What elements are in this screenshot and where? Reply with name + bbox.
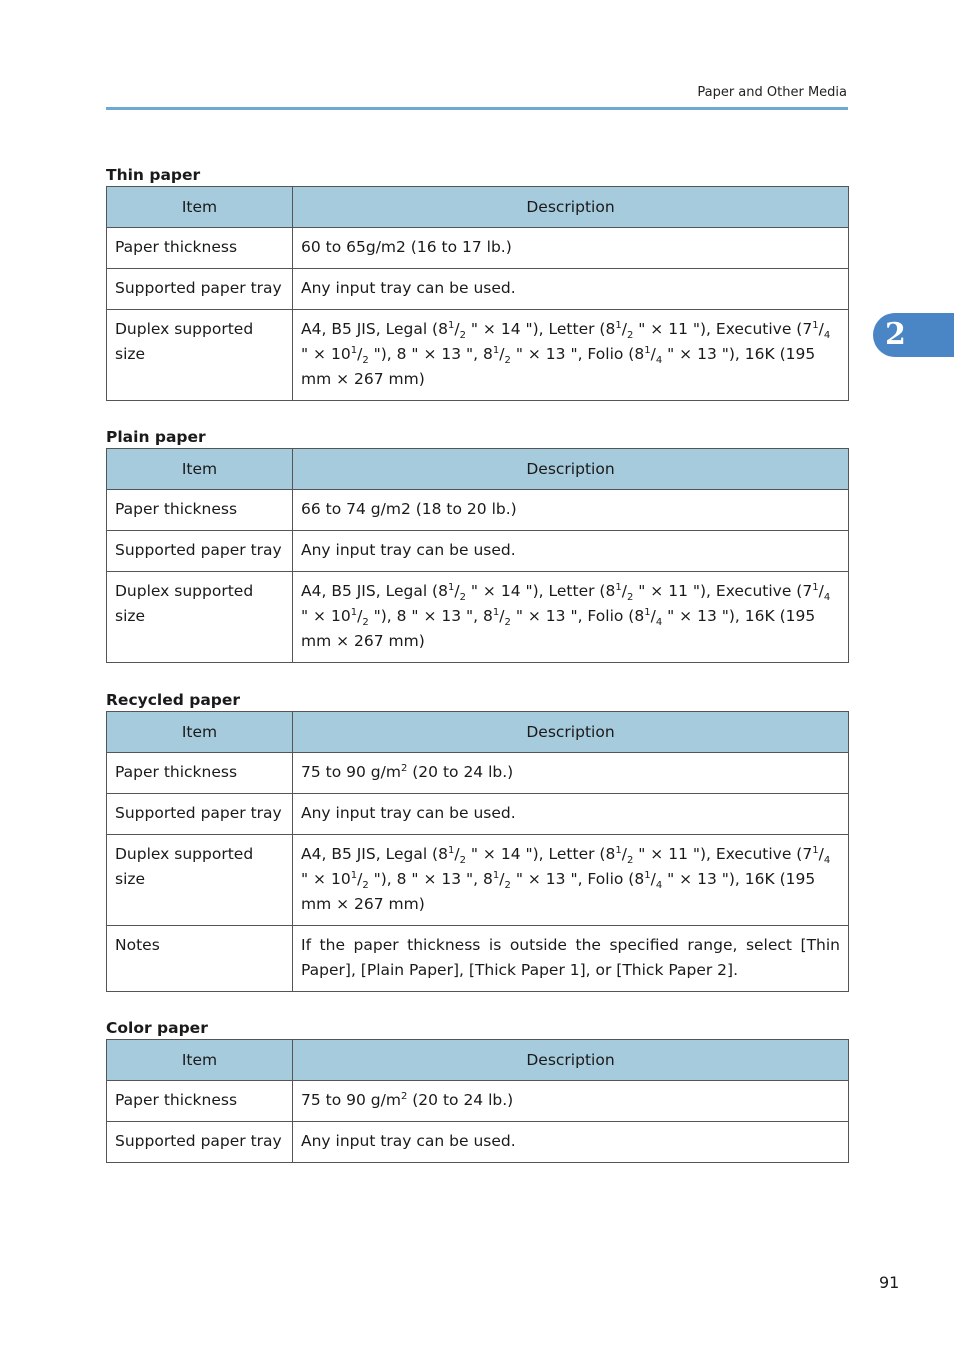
item-cell: Notes <box>107 926 293 992</box>
fraction-numerator: 1 <box>447 581 455 593</box>
table-row <box>107 753 849 794</box>
fraction-slash: / <box>357 345 363 363</box>
table-row <box>107 269 849 310</box>
duplex-sizes-text: A4, B5 JIS, Legal ($8^1/_2$ " × 14 "), Letter ($8^1/_2$ " × 11 "), Executive ($7^1/_4$ " × $10^1/_2$ "), 8 " × 13 ", $8^1/_2$ " × 13 ", Folio ($8^1/_4$ " × 13 "), 16K (195 mm × 267 mm) <box>301 581 831 650</box>
fraction-slash: / <box>818 845 824 863</box>
spec-table <box>106 711 849 992</box>
description-cell: Any input tray can be used. <box>293 269 849 310</box>
item-cell: Supported paper tray <box>107 1122 293 1163</box>
fraction-denominator: 2 <box>626 592 634 604</box>
fraction-denominator: 2 <box>362 617 369 629</box>
item-cell: Duplex supported size <box>107 310 293 401</box>
table-row <box>107 794 849 835</box>
fraction-slash: / <box>357 607 363 625</box>
fraction-numerator: 1 <box>492 344 500 356</box>
fraction-denominator: 2 <box>504 880 511 892</box>
table-row <box>107 490 849 531</box>
fraction-denominator: 2 <box>459 592 466 604</box>
table-row <box>107 1122 849 1163</box>
table-row <box>107 310 849 401</box>
fraction-slash: / <box>454 582 460 600</box>
fraction-slash: / <box>499 607 505 625</box>
column-header-description: Description <box>293 187 849 228</box>
fraction-denominator: 4 <box>823 855 831 867</box>
item-cell: Paper thickness <box>107 228 293 269</box>
fraction-denominator: 4 <box>655 355 663 367</box>
fraction-numerator: 1 <box>447 844 455 856</box>
section-recycled-paper <box>106 689 848 992</box>
fraction-denominator: 2 <box>504 355 511 367</box>
item-cell: Supported paper tray <box>107 794 293 835</box>
fraction-slash: / <box>499 345 505 363</box>
table-row <box>107 572 849 663</box>
item-cell: Paper thickness <box>107 753 293 794</box>
section-thin-paper <box>106 164 848 401</box>
section-title: Plain paper <box>106 428 206 446</box>
fraction-numerator: 1 <box>812 319 819 331</box>
column-header-item: Item <box>107 712 293 753</box>
fraction-numerator: 1 <box>350 344 358 356</box>
description-cell: If the paper thickness is outside the specified range, select [Thin Paper], [Plain Paper], [Thick Paper 1], or [Thick Paper 2]. <box>293 926 849 992</box>
fraction-denominator: 2 <box>459 330 466 342</box>
table-row <box>107 228 849 269</box>
table-row <box>107 1081 849 1122</box>
description-cell: Any input tray can be used. <box>293 794 849 835</box>
fraction-denominator: 4 <box>823 592 831 604</box>
fraction-numerator: 1 <box>447 319 455 331</box>
running-header: Paper and Other Media <box>697 85 847 100</box>
fraction-numerator: 1 <box>644 606 651 618</box>
column-header-item: Item <box>107 187 293 228</box>
thickness-text: 75 to 90 g/m <box>301 1091 401 1109</box>
description-cell <box>293 310 849 401</box>
fraction-numerator: 1 <box>615 319 622 331</box>
page-number: 91 <box>879 1273 900 1292</box>
fraction-denominator: 2 <box>459 855 466 867</box>
item-cell: Duplex supported size <box>107 572 293 663</box>
fraction-slash: / <box>454 320 460 338</box>
fraction-numerator: 1 <box>644 344 651 356</box>
section-plain-paper <box>106 426 848 663</box>
column-header-item: Item <box>107 1040 293 1081</box>
fraction-denominator: 2 <box>362 880 369 892</box>
description-cell <box>293 753 849 794</box>
superscript-exponent: 2 <box>400 1090 408 1102</box>
table-row <box>107 926 849 992</box>
table-header-row <box>107 449 849 490</box>
duplex-sizes-text: A4, B5 JIS, Legal ($8^1/_2$ " × 14 "), Letter ($8^1/_2$ " × 11 "), Executive ($7^1/_4$ " × $10^1/_2$ "), 8 " × 13 ", $8^1/_2$ " × 13 ", Folio ($8^1/_4$ " × 13 "), 16K (195 mm × 267 mm) <box>301 844 831 913</box>
description-cell: 60 to 65g/m2 (16 to 17 lb.) <box>293 228 849 269</box>
fraction-denominator: 2 <box>504 617 511 629</box>
item-cell: Supported paper tray <box>107 531 293 572</box>
thickness-text-suffix: (20 to 24 lb.) <box>407 1091 514 1109</box>
fraction-slash: / <box>454 845 460 863</box>
fraction-slash: / <box>818 582 824 600</box>
header-rule <box>106 107 848 110</box>
fraction-denominator: 4 <box>823 330 831 342</box>
section-title: Thin paper <box>106 166 201 184</box>
fraction-numerator: 1 <box>644 869 651 881</box>
fraction-slash: / <box>621 320 627 338</box>
chapter-tab <box>873 313 954 357</box>
fraction-numerator: 1 <box>812 844 819 856</box>
fraction-numerator: 1 <box>350 606 358 618</box>
duplex-sizes-text: A4, B5 JIS, Legal ($8^1/_2$ " × 14 "), Letter ($8^1/_2$ " × 11 "), Executive ($7^1/_4$ " × $10^1/_2$ "), 8 " × 13 ", $8^1/_2$ " × 13 ", Folio ($8^1/_4$ " × 13 "), 16K (195 mm × 267 mm) <box>301 319 831 388</box>
thickness-text: 75 to 90 g/m <box>301 763 401 781</box>
spec-table <box>106 186 849 401</box>
fraction-denominator: 2 <box>362 355 369 367</box>
fraction-denominator: 2 <box>626 855 634 867</box>
item-cell: Duplex supported size <box>107 835 293 926</box>
table-header-row <box>107 187 849 228</box>
fraction-numerator: 1 <box>492 869 500 881</box>
description-cell <box>293 835 849 926</box>
spec-table <box>106 448 849 663</box>
description-cell: Any input tray can be used. <box>293 1122 849 1163</box>
section-color-paper <box>106 1017 848 1163</box>
fraction-slash: / <box>621 582 627 600</box>
fraction-denominator: 4 <box>655 617 663 629</box>
table-header-row <box>107 1040 849 1081</box>
fraction-slash: / <box>357 870 363 888</box>
column-header-item: Item <box>107 449 293 490</box>
fraction-numerator: 1 <box>350 869 358 881</box>
fraction-slash: / <box>499 870 505 888</box>
fraction-numerator: 1 <box>615 844 622 856</box>
description-cell <box>293 1081 849 1122</box>
column-header-description: Description <box>293 1040 849 1081</box>
fraction-numerator: 1 <box>812 581 819 593</box>
table-header-row <box>107 712 849 753</box>
section-title: Color paper <box>106 1019 208 1037</box>
description-cell: Any input tray can be used. <box>293 531 849 572</box>
fraction-denominator: 2 <box>626 330 634 342</box>
section-title: Recycled paper <box>106 691 241 709</box>
fraction-slash: / <box>818 320 824 338</box>
description-cell: 66 to 74 g/m2 (18 to 20 lb.) <box>293 490 849 531</box>
table-row <box>107 835 849 926</box>
fraction-slash: / <box>650 870 656 888</box>
spec-table <box>106 1039 849 1163</box>
table-row <box>107 531 849 572</box>
description-cell <box>293 572 849 663</box>
fraction-numerator: 1 <box>615 581 622 593</box>
item-cell: Paper thickness <box>107 490 293 531</box>
item-cell: Supported paper tray <box>107 269 293 310</box>
chapter-number: 2 <box>885 317 906 352</box>
item-cell: Paper thickness <box>107 1081 293 1122</box>
fraction-numerator: 1 <box>492 606 500 618</box>
column-header-description: Description <box>293 712 849 753</box>
superscript-exponent: 2 <box>400 762 408 774</box>
fraction-slash: / <box>650 345 656 363</box>
fraction-slash: / <box>621 845 627 863</box>
fraction-denominator: 4 <box>655 880 663 892</box>
thickness-text-suffix: (20 to 24 lb.) <box>407 763 514 781</box>
fraction-slash: / <box>650 607 656 625</box>
column-header-description: Description <box>293 449 849 490</box>
